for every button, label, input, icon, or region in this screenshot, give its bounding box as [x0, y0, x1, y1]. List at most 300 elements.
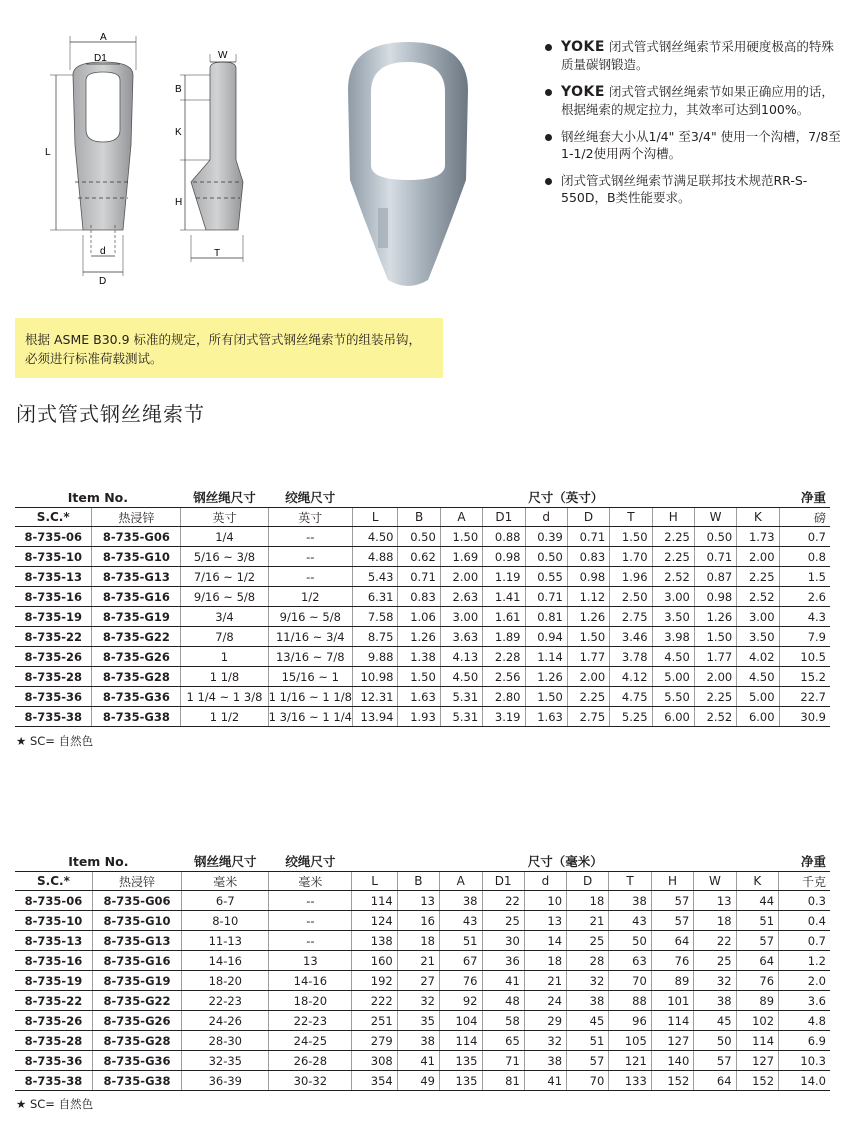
- bullet-icon: [545, 89, 552, 96]
- column-header: D: [567, 872, 609, 891]
- table-cell: 35: [397, 1011, 439, 1031]
- table-cell: 114: [651, 1011, 694, 1031]
- header-weight: 净重: [800, 854, 826, 869]
- product-photo: [338, 30, 478, 295]
- table-cell: 1.2: [779, 951, 830, 971]
- table-cell: 5.31: [440, 687, 482, 707]
- table-cell: 104: [440, 1011, 483, 1031]
- table-cell: 29: [524, 1011, 566, 1031]
- table-cell: 1/4: [181, 527, 268, 547]
- table-cell: 4.3: [779, 607, 830, 627]
- table-cell: 0.81: [525, 607, 567, 627]
- table-cell: 3.63: [440, 627, 482, 647]
- table-cell: 1.63: [525, 707, 567, 727]
- table-cell: 6-7: [182, 891, 269, 911]
- table-cell: 2.0: [779, 971, 830, 991]
- table-row: [15, 931, 830, 951]
- table-cell: 1.50: [525, 687, 567, 707]
- table-cell: 0.98: [483, 547, 525, 567]
- table-cell: 8-735-G26: [92, 1011, 181, 1031]
- header-wire-size: 钢丝绳尺寸: [194, 854, 257, 869]
- column-header: 热浸锌: [92, 508, 181, 527]
- table-cell: 14: [524, 931, 566, 951]
- table-cell: 13: [269, 951, 352, 971]
- table-cell: 32: [397, 991, 439, 1011]
- table-cell: 30-32: [269, 1071, 352, 1091]
- table-cell: 1.50: [567, 627, 609, 647]
- table-cell: 8-735-38: [15, 1071, 92, 1091]
- column-header: B: [398, 508, 440, 527]
- table-cell: 105: [609, 1031, 652, 1051]
- column-header: D1: [482, 872, 524, 891]
- table-cell: 57: [651, 911, 694, 931]
- table-cell: 88: [609, 991, 652, 1011]
- table-cell: 3.00: [440, 607, 482, 627]
- table-cell: 28-30: [182, 1031, 269, 1051]
- table-cell: 8-735-10: [15, 911, 92, 931]
- table-cell: 25: [567, 931, 609, 951]
- column-header: A: [440, 508, 482, 527]
- table-cell: 8-735-16: [15, 587, 92, 607]
- table-cell: 8-735-28: [15, 1031, 92, 1051]
- table-cell: 32: [524, 1031, 566, 1051]
- label-t: T: [214, 248, 221, 259]
- table-cell: 14-16: [269, 971, 352, 991]
- table-cell: 8-735-G28: [92, 667, 181, 687]
- table-cell: 32-35: [182, 1051, 269, 1071]
- table-cell: 22: [694, 931, 736, 951]
- table-cell: 41: [482, 971, 524, 991]
- table-cell: 1.70: [610, 547, 652, 567]
- table-cell: --: [269, 891, 352, 911]
- table-cell: 140: [651, 1051, 694, 1071]
- column-header: T: [609, 872, 652, 891]
- table-cell: 8-735-13: [15, 931, 92, 951]
- table-cell: 1.14: [525, 647, 567, 667]
- table-cell: 18: [524, 951, 566, 971]
- table-cell: 38: [397, 1031, 439, 1051]
- table-cell: 0.71: [694, 547, 736, 567]
- header-strand-size: 绞绳尺寸: [285, 854, 336, 869]
- table-cell: 0.55: [525, 567, 567, 587]
- table-cell: 2.52: [694, 707, 736, 727]
- table-cell: 76: [440, 971, 483, 991]
- table-cell: 1.12: [567, 587, 609, 607]
- header-dimensions: 尺寸（毫米）: [527, 854, 603, 869]
- table-cell: 89: [651, 971, 694, 991]
- header-item-no: Item No.: [68, 853, 129, 869]
- table-cell: 124: [352, 911, 397, 931]
- table-cell: 4.13: [440, 647, 482, 667]
- feature-bullet: [543, 128, 843, 162]
- table-row: [15, 1031, 830, 1051]
- table-cell: 2.00: [440, 567, 482, 587]
- table-cell: 15.2: [779, 667, 830, 687]
- feature-bullet: [543, 172, 843, 206]
- table-cell: 1.41: [483, 587, 525, 607]
- table-cell: 114: [736, 1031, 779, 1051]
- feature-bullet: [543, 83, 843, 118]
- table-cell: 2.25: [567, 687, 609, 707]
- table-cell: 8.75: [352, 627, 398, 647]
- column-header: H: [651, 872, 694, 891]
- table-cell: 5.00: [652, 667, 694, 687]
- table-cell: 0.71: [525, 587, 567, 607]
- column-header: K: [737, 508, 779, 527]
- table-cell: 10: [524, 891, 566, 911]
- table-cell: 133: [609, 1071, 652, 1091]
- table-cell: 0.94: [525, 627, 567, 647]
- table-cell: 9.88: [352, 647, 398, 667]
- table-cell: 4.8: [779, 1011, 830, 1031]
- table-cell: 14.0: [779, 1071, 830, 1091]
- dimension-diagram: [28, 30, 268, 292]
- table-cell: 11/16 ~ 3/4: [268, 627, 352, 647]
- table-cell: 10.3: [779, 1051, 830, 1071]
- table-cell: 4.75: [610, 687, 652, 707]
- table-cell: 6.9: [779, 1031, 830, 1051]
- table-cell: 44: [736, 891, 779, 911]
- table-cell: 4.50: [652, 647, 694, 667]
- table-cell: 0.98: [567, 567, 609, 587]
- table-cell: 64: [736, 951, 779, 971]
- table-cell: 2.00: [567, 667, 609, 687]
- table-cell: 21: [524, 971, 566, 991]
- table-cell: 127: [736, 1051, 779, 1071]
- table-cell: 63: [609, 951, 652, 971]
- column-header: 磅: [779, 508, 830, 527]
- inch-table-body: [15, 508, 830, 727]
- table-cell: 2.25: [737, 567, 779, 587]
- bullet-text: 钢丝绳套大小从1/4" 至3/4" 使用一个沟槽，7/8至1-1/2使用两个沟槽。: [561, 129, 841, 161]
- table-row: [15, 567, 830, 587]
- table-row: [15, 971, 830, 991]
- column-header: L: [352, 872, 397, 891]
- bullet-text: 闭式管式钢丝绳索节满足联邦技术规范RR-S-550D，B类性能要求。: [561, 173, 808, 205]
- table-cell: 18: [567, 891, 609, 911]
- table-cell: 22-23: [269, 1011, 352, 1031]
- table-cell: 3.46: [610, 627, 652, 647]
- table-cell: 0.83: [398, 587, 440, 607]
- table-cell: 3.6: [779, 991, 830, 1011]
- side-view: [175, 50, 243, 262]
- table-cell: 1.50: [694, 627, 736, 647]
- table-cell: 0.7: [779, 931, 830, 951]
- label-l: L: [45, 147, 51, 158]
- table-cell: 38: [567, 991, 609, 1011]
- table-cell: 8-735-26: [15, 647, 92, 667]
- table-cell: 8-735-G19: [92, 607, 181, 627]
- table-cell: 0.4: [779, 911, 830, 931]
- table-cell: 81: [482, 1071, 524, 1091]
- table-cell: 24-25: [269, 1031, 352, 1051]
- table-cell: 38: [694, 991, 736, 1011]
- table-row: [15, 547, 830, 567]
- table-cell: 8-735-G06: [92, 527, 181, 547]
- table-cell: 0.50: [694, 527, 736, 547]
- label-b: B: [175, 84, 182, 95]
- table-cell: 3.98: [652, 627, 694, 647]
- table-cell: 1 1/2: [181, 707, 268, 727]
- table-cell: 64: [694, 1071, 736, 1091]
- table-cell: 50: [694, 1031, 736, 1051]
- table-row: [15, 991, 830, 1011]
- table-cell: 1.5: [779, 567, 830, 587]
- table-cell: 57: [567, 1051, 609, 1071]
- column-header: H: [652, 508, 694, 527]
- table-cell: 3/4: [181, 607, 268, 627]
- table-cell: 2.25: [652, 527, 694, 547]
- table-cell: 41: [524, 1071, 566, 1091]
- column-header: 毫米: [269, 872, 352, 891]
- table-cell: 2.80: [483, 687, 525, 707]
- table-cell: 9/16 ~ 5/8: [268, 607, 352, 627]
- bullet-text: 闭式管式钢丝绳索节如果正确应用的话，根据绳索的规定拉力，其效率可达到100%。: [561, 84, 834, 117]
- table-cell: 1.26: [525, 667, 567, 687]
- table-cell: 1.50: [440, 527, 482, 547]
- bullet-icon: [545, 178, 552, 185]
- table-cell: 13: [694, 891, 736, 911]
- bullet-icon: [545, 134, 552, 141]
- table-cell: 8-735-G36: [92, 687, 181, 707]
- table-cell: 10.98: [352, 667, 398, 687]
- label-w: W: [218, 50, 228, 61]
- column-header: D: [567, 508, 609, 527]
- table-row: [15, 1051, 830, 1071]
- table-subheader: [15, 872, 830, 891]
- table-cell: 4.12: [610, 667, 652, 687]
- table-cell: 16: [397, 911, 439, 931]
- table-cell: 1.69: [440, 547, 482, 567]
- column-header: 热浸锌: [92, 872, 181, 891]
- table-cell: 8-735-G16: [92, 951, 181, 971]
- table-cell: 135: [440, 1071, 483, 1091]
- table-cell: 7.9: [779, 627, 830, 647]
- table-cell: 8-735-06: [15, 527, 92, 547]
- table-cell: 41: [397, 1051, 439, 1071]
- label-d-small: d: [100, 246, 106, 257]
- table-cell: 8-735-10: [15, 547, 92, 567]
- column-header: K: [736, 872, 779, 891]
- table-cell: 24-26: [182, 1011, 269, 1031]
- table-cell: 8-735-G22: [92, 991, 181, 1011]
- table-row: [15, 951, 830, 971]
- label-d-big: D: [99, 276, 107, 287]
- table-cell: 1: [181, 647, 268, 667]
- table-cell: 8-735-G28: [92, 1031, 181, 1051]
- table-cell: 2.25: [652, 547, 694, 567]
- table-cell: 45: [567, 1011, 609, 1031]
- table-cell: 4.50: [440, 667, 482, 687]
- table-cell: 51: [440, 931, 483, 951]
- table-cell: 8-735-G10: [92, 547, 181, 567]
- table-cell: 4.02: [737, 647, 779, 667]
- table-cell: 50: [609, 931, 652, 951]
- table-cell: 1.96: [610, 567, 652, 587]
- table-cell: 1 1/16 ~ 1 1/8: [268, 687, 352, 707]
- footnote: ★ SC= 自然色: [16, 1097, 94, 1111]
- table-cell: 71: [482, 1051, 524, 1071]
- table-row: [15, 687, 830, 707]
- table-cell: 5/16 ~ 3/8: [181, 547, 268, 567]
- table-cell: 1.26: [398, 627, 440, 647]
- column-header: W: [694, 872, 736, 891]
- table-cell: 0.50: [398, 527, 440, 547]
- table-cell: 21: [397, 951, 439, 971]
- table-cell: --: [268, 547, 352, 567]
- table-cell: 1.26: [694, 607, 736, 627]
- table-cell: --: [268, 567, 352, 587]
- table-cell: 11-13: [182, 931, 269, 951]
- table-cell: 0.8: [779, 547, 830, 567]
- table-cell: 5.00: [737, 687, 779, 707]
- table-cell: 0.62: [398, 547, 440, 567]
- table-row: [15, 707, 830, 727]
- table-cell: 1.93: [398, 707, 440, 727]
- table-cell: 38: [524, 1051, 566, 1071]
- table-cell: 8-735-06: [15, 891, 92, 911]
- table-cell: 13: [397, 891, 439, 911]
- table-cell: 8-735-19: [15, 607, 92, 627]
- table-cell: 0.39: [525, 527, 567, 547]
- table-cell: 5.43: [352, 567, 398, 587]
- table-header-group: [15, 487, 830, 508]
- table-cell: 6.00: [737, 707, 779, 727]
- table-cell: 13: [524, 911, 566, 931]
- table-cell: 2.52: [652, 567, 694, 587]
- column-header: D1: [483, 508, 525, 527]
- table-cell: 38: [440, 891, 483, 911]
- column-header: B: [397, 872, 439, 891]
- table-cell: 8-10: [182, 911, 269, 931]
- footnote: ★ SC= 自然色: [16, 734, 94, 748]
- inch-spec-table: [15, 487, 830, 727]
- table-cell: 2.00: [737, 547, 779, 567]
- table-cell: 32: [694, 971, 736, 991]
- table-cell: 2.63: [440, 587, 482, 607]
- label-a: A: [100, 32, 107, 43]
- table-cell: 135: [440, 1051, 483, 1071]
- table-cell: 8-735-22: [15, 991, 92, 1011]
- table-cell: 279: [352, 1031, 397, 1051]
- table-cell: 3.50: [737, 627, 779, 647]
- table-cell: 14-16: [182, 951, 269, 971]
- column-header: 千克: [779, 872, 830, 891]
- table-cell: 2.50: [610, 587, 652, 607]
- table-cell: 1 1/8: [181, 667, 268, 687]
- table-cell: 70: [567, 1071, 609, 1091]
- table-row: [15, 627, 830, 647]
- table-cell: 2.25: [694, 687, 736, 707]
- table-cell: 21: [567, 911, 609, 931]
- table-cell: 1.61: [483, 607, 525, 627]
- table-cell: 96: [609, 1011, 652, 1031]
- table-cell: 4.88: [352, 547, 398, 567]
- header-strand-size: 绞绳尺寸: [285, 490, 336, 505]
- table-row: [15, 911, 830, 931]
- table-cell: 2.28: [483, 647, 525, 667]
- table-cell: 0.88: [483, 527, 525, 547]
- column-header: d: [524, 872, 566, 891]
- table-cell: 1.73: [737, 527, 779, 547]
- table-cell: 45: [694, 1011, 736, 1031]
- table-cell: 8-735-36: [15, 687, 92, 707]
- bullet-text: 闭式管式钢丝绳索节采用硬度极高的特殊质量碳钢锻造。: [561, 39, 834, 72]
- table-cell: 25: [694, 951, 736, 971]
- column-header: A: [440, 872, 483, 891]
- table-cell: 0.7: [779, 527, 830, 547]
- table-cell: --: [269, 931, 352, 951]
- table-cell: 3.78: [610, 647, 652, 667]
- table-cell: 89: [736, 991, 779, 1011]
- table-cell: 8-735-16: [15, 951, 92, 971]
- table-cell: 27: [397, 971, 439, 991]
- table-cell: 1.77: [694, 647, 736, 667]
- table-cell: 8-735-G38: [92, 707, 181, 727]
- table-cell: 8-735-G06: [92, 891, 181, 911]
- table-cell: 114: [352, 891, 397, 911]
- table-cell: 57: [694, 1051, 736, 1071]
- table-cell: 22: [482, 891, 524, 911]
- table-cell: 49: [397, 1071, 439, 1091]
- table-cell: 15/16 ~ 1: [268, 667, 352, 687]
- table-cell: 251: [352, 1011, 397, 1031]
- table-cell: 8-735-19: [15, 971, 92, 991]
- table-cell: 0.98: [694, 587, 736, 607]
- table-cell: 8-735-G10: [92, 911, 181, 931]
- table-cell: 1.63: [398, 687, 440, 707]
- table-cell: 92: [440, 991, 483, 1011]
- table-cell: 8-735-36: [15, 1051, 92, 1071]
- table-cell: 121: [609, 1051, 652, 1071]
- table-cell: 26-28: [269, 1051, 352, 1071]
- table-cell: 152: [736, 1071, 779, 1091]
- table-row: [15, 527, 830, 547]
- table-cell: 7/8: [181, 627, 268, 647]
- table-cell: 2.56: [483, 667, 525, 687]
- table-cell: 51: [567, 1031, 609, 1051]
- table-cell: 101: [651, 991, 694, 1011]
- table-cell: 1.38: [398, 647, 440, 667]
- label-d1: D1: [94, 53, 107, 64]
- table-cell: 2.00: [694, 667, 736, 687]
- table-cell: 4.50: [737, 667, 779, 687]
- table-cell: 32: [567, 971, 609, 991]
- table-cell: 160: [352, 951, 397, 971]
- table-cell: 4.50: [352, 527, 398, 547]
- table-cell: 22-23: [182, 991, 269, 1011]
- feature-bullets: [543, 38, 843, 216]
- table-cell: 1/2: [268, 587, 352, 607]
- table-cell: 2.6: [779, 587, 830, 607]
- table-cell: 354: [352, 1071, 397, 1091]
- table-cell: 1.06: [398, 607, 440, 627]
- table-cell: 38: [609, 891, 652, 911]
- table-cell: 0.83: [567, 547, 609, 567]
- table-cell: 76: [651, 951, 694, 971]
- table-cell: 0.71: [398, 567, 440, 587]
- label-h: H: [175, 197, 183, 208]
- table-cell: 57: [736, 931, 779, 951]
- header-weight: 净重: [800, 490, 826, 505]
- table-subheader: [15, 508, 830, 527]
- table-cell: 12.31: [352, 687, 398, 707]
- table-cell: 5.50: [652, 687, 694, 707]
- feature-bullet: [543, 38, 843, 73]
- table-cell: --: [268, 527, 352, 547]
- table-cell: 102: [736, 1011, 779, 1031]
- table-cell: 2.52: [737, 587, 779, 607]
